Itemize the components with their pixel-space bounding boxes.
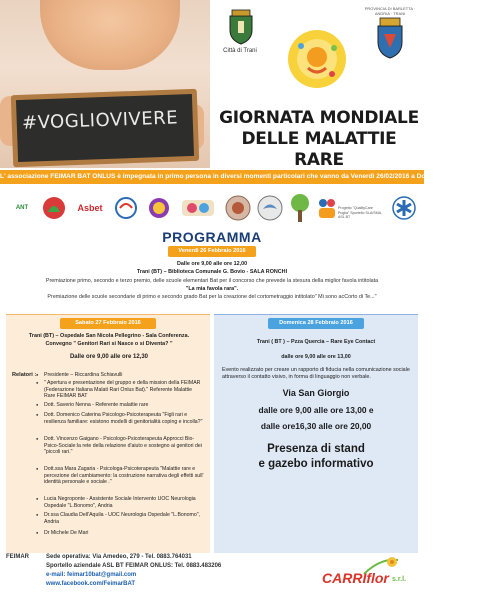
sunday-street: Via San Giorgio bbox=[282, 388, 350, 398]
friday-place: Trani (BT) – Biblioteca Comunale G. Bovio - SALA RONCHI bbox=[136, 269, 288, 275]
title-line-2: DELLE MALATTIE RARE bbox=[241, 129, 397, 170]
saturday-place: Trani (BT) – Ospedale San Nicola Pellegrino - Sala Conferenza. bbox=[28, 333, 190, 339]
footer-facebook-link[interactable]: www.facebook.com/FeimarBAT bbox=[46, 581, 136, 587]
trani-caption: Città di Trani bbox=[223, 48, 257, 54]
footer-organization: FEIMAR bbox=[6, 554, 29, 560]
speaker-item: ● Presidente – Riccardina Schiavulli bbox=[44, 372, 204, 379]
carriflor-wordmark: CARRIflor bbox=[322, 570, 389, 586]
people-logo-icon bbox=[316, 196, 338, 220]
province-coat-of-arms-icon bbox=[370, 6, 410, 62]
friday-time: Dalle ore 9,00 alle ore 12,00 bbox=[176, 261, 248, 267]
speaker-item: ● Dr.ssa Claudia Dell'Aquila - UOC Neurologia Ospedale "L.Bonomo", Andria bbox=[44, 512, 204, 525]
carriflor-logo bbox=[322, 556, 418, 594]
footer-sportello: Sportello aziendale ASL BT FEIMAR ONLUS: Tel. 0883.483206 bbox=[46, 563, 222, 569]
footer-sede: Sede operativa: Via Amedeo, 279 - Tel. 0883.764031 bbox=[46, 554, 192, 560]
sunday-times-morning: dalle ore 9,00 alle ore 13,00 e bbox=[258, 405, 374, 415]
quality-care-caption: Progetto "QualityCare Puglia" Sportello SLA/SMA, ASL BT bbox=[338, 206, 383, 219]
round-emblem-icon bbox=[224, 194, 252, 222]
sunday-times-afternoon: dalle ore16,30 alle ore 20,00 bbox=[260, 421, 372, 431]
intro-banner: L' associazione FEIMAR BAT ONLUS è impegnata in primo persona in diversi momenti particolari che vanno da Venerdì 26/02/2016 a Domenica 28/02/2016 bbox=[0, 170, 424, 184]
saturday-date-pill: Sabato 27 Febbraio 2016 bbox=[60, 318, 156, 329]
hands-logo-icon bbox=[180, 196, 216, 220]
saturday-time: Dalle ore 9,00 alle ore 12,30 bbox=[69, 354, 149, 360]
friday-description-2: Premiazione delle scuole secondarie di primo e secondo grado Bat per la creazione del cortometraggio intitolato" Mi sono acCorto di Te..." bbox=[47, 294, 377, 300]
sponsor-logos-row bbox=[0, 190, 424, 230]
friday-fable-title: "La mia favola rara". bbox=[185, 286, 239, 292]
saturday-conference-title: Convegno " Genitori Rari si Nasce o si Diventa? " bbox=[45, 341, 173, 347]
stand-line-1: Presenza di stand bbox=[267, 443, 365, 455]
speaker-item: ● Dott. Vincenzo Gaigano - Psicologo-Psicoterapeuta Approcci Bio-Psico-Sociale:la rete della relazione d'aiuto e sostegno ai genitori dei "piccoli rari." bbox=[44, 436, 204, 456]
ant-logo-label: ANT bbox=[15, 205, 29, 211]
speaker-item: ● Dott. Domenico Caterina Psicologo-Psicoterapeuta "Figli rari e resilienza familiare: esistono modelli di genitorialità coping e incolla?" bbox=[44, 412, 204, 425]
sunday-place: Trani ( BT ) – Pzza Quercia – Rare Eye Contact bbox=[256, 339, 376, 345]
trani-coat-of-arms-icon bbox=[226, 8, 256, 46]
asbet-logo-label: Asbet bbox=[77, 203, 103, 213]
child-chalkboard-photo bbox=[0, 0, 210, 168]
sunday-date-pill: Domenica 28 Febbraio 2016 bbox=[268, 318, 364, 329]
blue-circle-logo-icon bbox=[114, 196, 138, 220]
carriflor-suffix: s.r.l. bbox=[392, 576, 407, 583]
province-caption: PROVINCIA DI BARLETTA · ANDRIA · TRANI bbox=[364, 6, 416, 16]
colorful-logo-icon bbox=[146, 196, 172, 220]
asbet-logo-icon bbox=[72, 194, 108, 222]
title-line-1: GIORNATA MONDIALE bbox=[219, 108, 419, 128]
sunday-time: dalle ore 9,00 alle ore 13,00 bbox=[281, 354, 351, 360]
speaker-item: ● Dott.ssa Mara Zagaria - Psicologa-Psicoterapeuta "Malattie rare e percezione del cambiamento: la costruzione narrativa degli effetti sull' identità personale e sociale ." bbox=[44, 466, 204, 486]
page-title bbox=[214, 108, 424, 171]
speaker-item: ● " Apertura e presentazione del gruppo e della mission della FEIMAR (Federazione Italiana Malati Rari Onlus Bat)." Referente Malattie Rare FEIMAR BAT bbox=[44, 380, 204, 400]
dove-emblem-icon bbox=[256, 194, 284, 222]
programma-heading: PROGRAMMA bbox=[162, 229, 262, 245]
stand-line-2: e gazebo informativo bbox=[258, 458, 374, 470]
speaker-item: ● Dr Michele De Mari bbox=[44, 530, 204, 537]
child-face-image bbox=[40, 0, 180, 70]
speaker-item: ● Dott. Saverio Nenna - Referente malattie rare bbox=[44, 402, 204, 409]
red-green-logo-icon bbox=[42, 194, 66, 222]
tree-logo-icon bbox=[288, 192, 312, 224]
friday-date-pill: Venerdì 26 Febbraio 2016 bbox=[168, 246, 256, 257]
footer-email-link[interactable]: e-mail: feimar10bat@gmail.com bbox=[46, 572, 137, 578]
speaker-item: ● Lucia Negroponte - Assistente Sociale Intervento UOC Neurologia Ospedale "L.Bonomo", Andria bbox=[44, 496, 204, 509]
sunday-panel bbox=[214, 314, 418, 553]
ant-logo-icon bbox=[8, 194, 36, 222]
sunday-description: Evento realizzato per creare un rapporto di fiducia nella comunicazione sociale attraverso il contatto visivo, in forma di linguaggio non verbale. bbox=[222, 367, 410, 380]
friday-description-1: Premiazione primo, secondo e terzo premio, delle scuole elementari Bat per il concorso che prevede la stesura della miglior favola intitolata bbox=[45, 278, 379, 284]
star-of-life-icon bbox=[392, 196, 416, 220]
feimar-logo-icon bbox=[286, 28, 348, 90]
chalkboard-text: #VOGLIOVIVERE bbox=[21, 107, 179, 134]
relatori-label: Relatori : bbox=[12, 372, 37, 378]
header bbox=[0, 0, 424, 168]
